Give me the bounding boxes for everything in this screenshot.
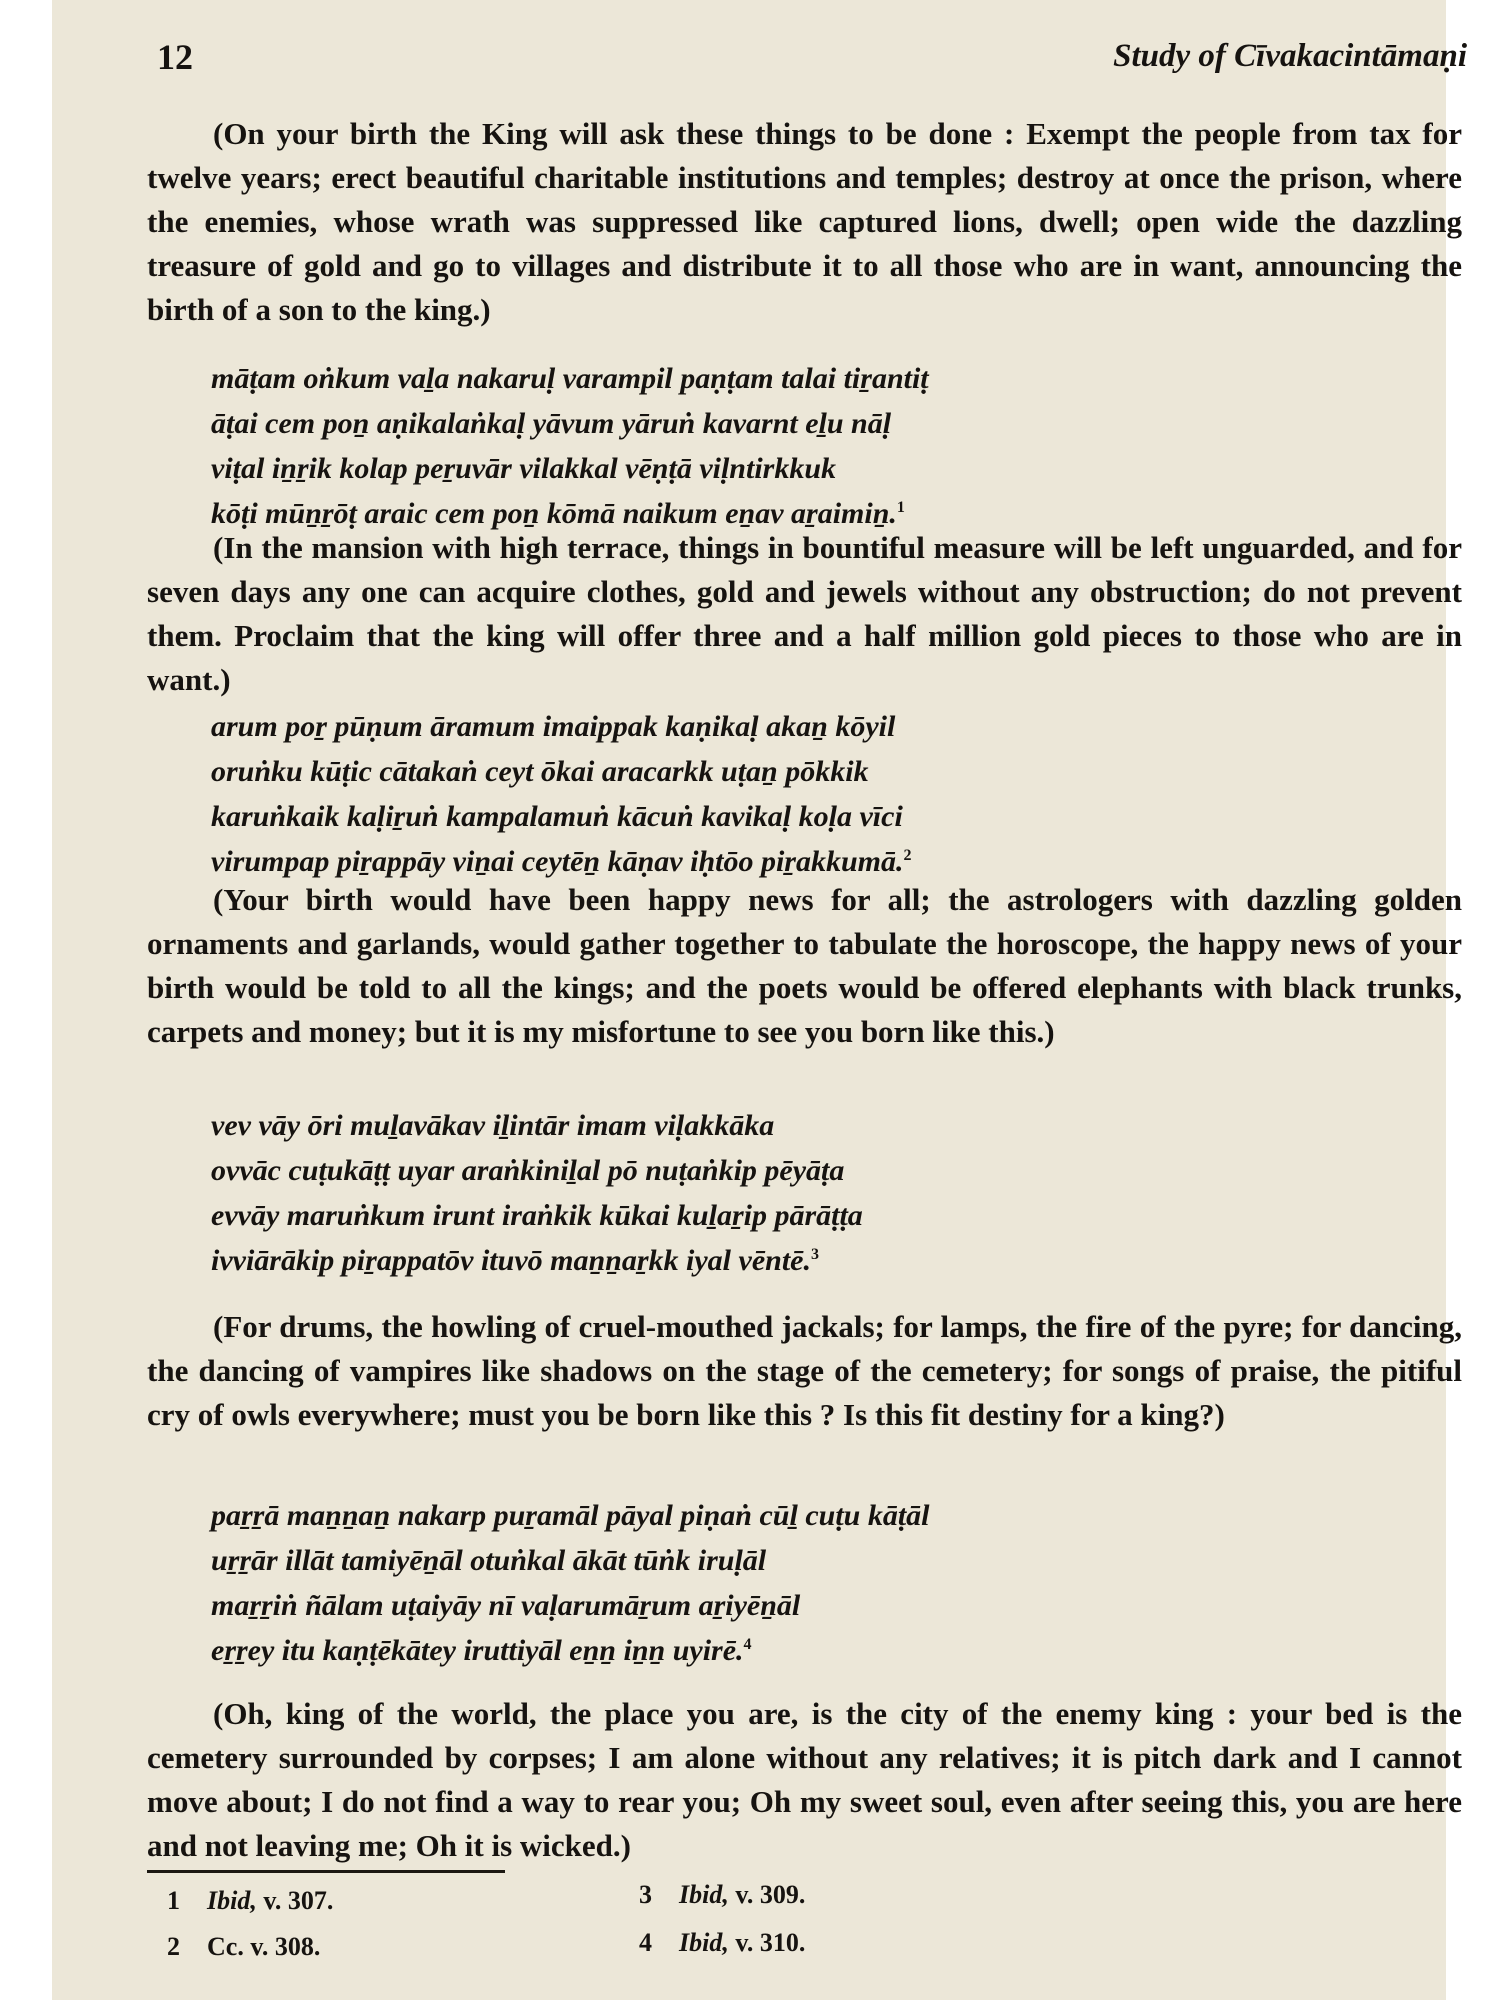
- verse-line: viṭal iṉṟik kolap peṟuvār vilakkal vēṇṭā viḷntirkkuk: [211, 452, 837, 485]
- tamil-verse-4: [147, 1493, 1500, 1673]
- verse-line: paṟṟā maṉṉaṉ nakarp puṟamāl pāyal piṇaṅ cūḻ cuṭu kāṭāl: [211, 1499, 930, 1532]
- translation-paragraph-1: (On your birth the King will ask these things to be done : Exempt the people from tax for twelve years; erect beautiful charitable institutions and temples; destroy at once the prison, where the enemies, whose wrath was suppressed like captured lions, dwell; open wide the dazzling treasure of gold and go to villages and distribute it to all those who are in want, announcing the birth of a son to the king.): [147, 116, 1462, 327]
- verse-line: oruṅku kūṭic cātakaṅ ceyt ōkai aracarkk uṭaṉ pōkkik: [211, 755, 869, 788]
- footnote-marker: 4: [743, 1636, 752, 1653]
- footnote-3: 3 Ibid, v. 309.: [639, 1880, 806, 1909]
- running-title: Study of Cīvakacintāmaṇi: [1113, 38, 1467, 74]
- verse-line: vev vāy ōri muḻavākav iḻintār imam viḷakkāka: [211, 1109, 775, 1142]
- footnote-divider: [147, 1870, 505, 1873]
- verse-line: māṭam oṅkum vaḻa nakaruḷ varampil paṇṭam talai tiṟantiṭ: [211, 362, 929, 395]
- verse-line: ovvāc cuṭukāṭṭ uyar araṅkiniḻal pō nuṭaṅkip pēyāṭa: [211, 1154, 845, 1187]
- translation-paragraph-4: (For drums, the howling of cruel-mouthed jackals; for lamps, the fire of the pyre; for dancing, the dancing of vampires like shadows on the stage of the cemetery; for songs of praise, the pitiful cry of owls everywhere; must you be born like this ? Is this fit destiny for a king?): [147, 1309, 1462, 1432]
- verse-line: evvāy maruṅkum irunt iraṅkik kūkai kuḻaṟip pārāṭṭa: [211, 1199, 863, 1232]
- verse-line: eṟṟey itu kaṇṭēkātey iruttiyāl eṉṉ iṉṉ uyirē.$^4$: [211, 1634, 752, 1667]
- footnote-4: 4 Ibid, v. 310.: [639, 1928, 806, 1957]
- footnote-2: 2 Cc. v. 308.: [167, 1932, 321, 1961]
- footnote-marker: 2: [903, 847, 912, 864]
- book-page: [52, 0, 1467, 2000]
- verse-line: ivviārākip piṟappatōv ituvō maṉṉaṟkk iyal vēntē.$^3$: [211, 1244, 819, 1277]
- page-header: [157, 30, 1467, 90]
- verse-line: āṭai cem poṉ aṇikalaṅkaḷ yāvum yāruṅ kavarnt eḻu nāḷ: [211, 407, 892, 440]
- tamil-verse-1: [147, 356, 1500, 536]
- tamil-verse-2: [147, 704, 1500, 884]
- translation-paragraph-2: (In the mansion with high terrace, things in bountiful measure will be left unguarded, and for seven days any one can acquire clothes, gold and jewels without any obstruction; do not prevent them. Proclaim that the king will offer three and a half million gold pieces to those who are in want.): [147, 530, 1462, 697]
- verse-line: karuṅkaik kaḷiṟuṅ kampalamuṅ kācuṅ kavikaḷ koḷa vīci: [211, 800, 903, 833]
- tamil-verse-3: [147, 1103, 1500, 1283]
- footnote-marker: 3: [810, 1246, 819, 1263]
- footnote-1: 1 Ibid, v. 307.: [167, 1886, 334, 1915]
- translation-paragraph-3: (Your birth would have been happy news for all; the astrologers with dazzling golden ornaments and garlands, would gather together to tabulate the horoscope, the happy news of your birth would be told to all the kings; and the poets would be offered elephants with black trunks, carpets and money; but it is my misfortune to see you born like this.): [147, 882, 1462, 1049]
- footnote-marker: 1: [896, 499, 905, 516]
- translation-paragraph-5: (Oh, king of the world, the place you are, is the city of the enemy king : your bed is the cemetery surrounded by corpses; I am alone without any relatives; it is pitch dark and I cannot move about; I do not find a way to rear you; Oh my sweet soul, even after seeing this, you are here and not leaving me; Oh it is wicked.): [147, 1696, 1462, 1863]
- verse-line: virumpap piṟappāy viṉai ceytēṉ kāṇav iḥtōo piṟakkumā.$^2$: [211, 845, 912, 878]
- page-number: 12: [157, 37, 193, 77]
- verse-line: kōṭi mūṉṟōṭ araic cem poṉ kōmā naikum eṉav aṟaimiṉ.$^1$: [211, 497, 905, 530]
- verse-line: uṟṟār illāt tamiyēṉāl otuṅkal ākāt tūṅk iruḷāl: [211, 1544, 767, 1577]
- verse-line: arum poṟ pūṇum āramum imaippak kaṇikaḷ akaṉ kōyil: [211, 710, 896, 743]
- verse-line: maṟṟiṅ ñālam uṭaiyāy nī vaḷarumāṟum aṟiyēṉāl: [211, 1589, 801, 1622]
